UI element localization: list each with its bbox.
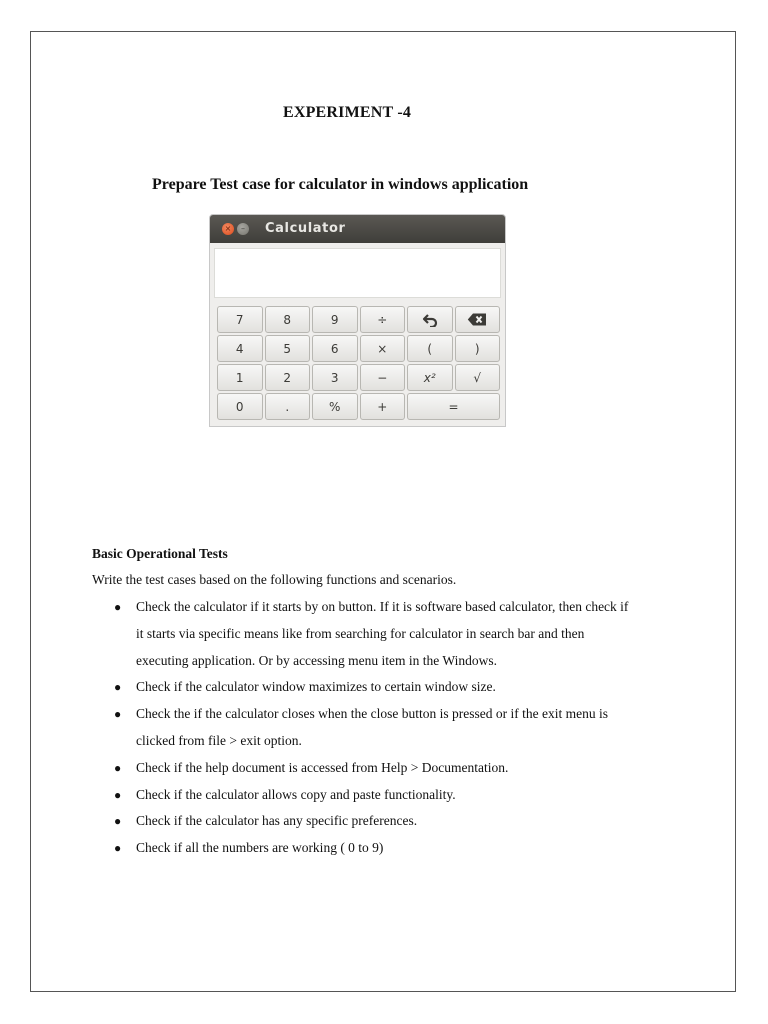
list-item	[114, 594, 696, 674]
experiment-title: EXPERIMENT -4	[282, 104, 412, 121]
list-item-line: Check if the calculator allows copy and paste functionality.	[136, 786, 456, 802]
calculator-window-title: Calculator	[265, 221, 346, 236]
key-divide[interactable]: ÷	[360, 306, 406, 333]
bullet-icon: ●	[114, 760, 122, 775]
list-item-line: Check the if the calculator closes when the close button is pressed or if the exit menu is	[136, 706, 608, 722]
key-add[interactable]: +	[360, 393, 406, 420]
key-multiply[interactable]: ×	[360, 335, 406, 362]
key-1[interactable]: 1	[217, 364, 263, 391]
list-item-line: executing application. Or by accessing menu item in the Windows.	[136, 652, 497, 668]
bullet-icon: ●	[114, 841, 122, 856]
section-heading: Basic Operational Tests	[92, 546, 228, 561]
list-item-line: it starts via specific means like from searching for calculator in search bar and then	[136, 625, 585, 641]
list-item	[114, 755, 696, 782]
backspace-button[interactable]	[455, 306, 501, 333]
list-item	[114, 835, 696, 862]
list-item-line: Check if the help document is accessed from Help > Documentation.	[136, 759, 509, 775]
key-5[interactable]: 5	[265, 335, 311, 362]
bullet-icon: ●	[114, 787, 122, 802]
key-square[interactable]: x²	[407, 364, 453, 391]
key-close-paren[interactable]: )	[455, 335, 501, 362]
key-percent[interactable]: %	[312, 393, 358, 420]
list-item	[114, 674, 696, 701]
document-subtitle: Prepare Test case for calculator in windows application	[152, 176, 529, 193]
key-7[interactable]: 7	[217, 306, 263, 333]
key-3[interactable]: 3	[312, 364, 358, 391]
undo-icon	[422, 313, 438, 327]
key-0[interactable]: 0	[217, 393, 263, 420]
calculator-screenshot	[209, 214, 506, 427]
backspace-icon	[467, 313, 487, 326]
key-6[interactable]: 6	[312, 335, 358, 362]
calculator-keypad	[217, 306, 500, 420]
bullet-icon: ●	[114, 814, 122, 829]
key-2[interactable]: 2	[265, 364, 311, 391]
key-sqrt[interactable]: √	[455, 364, 501, 391]
list-item	[114, 808, 696, 835]
section-intro: Write the test cases based on the following functions and scenarios.	[92, 572, 457, 587]
key-equals[interactable]: =	[407, 393, 500, 420]
list-item-line: Check if all the numbers are working ( 0 to 9)	[136, 840, 384, 856]
close-icon[interactable]: ×	[222, 223, 234, 235]
list-item-line: Check if the calculator has any specific preferences.	[136, 813, 418, 829]
bullet-icon: ●	[114, 680, 122, 695]
key-open-paren[interactable]: (	[407, 335, 453, 362]
calculator-display	[214, 248, 501, 298]
list-item	[114, 701, 696, 755]
minimize-icon[interactable]: –	[237, 223, 249, 235]
bullet-icon: ●	[114, 707, 122, 722]
list-item-line: Check if the calculator window maximizes to certain window size.	[136, 679, 496, 695]
key-4[interactable]: 4	[217, 335, 263, 362]
calculator-titlebar	[210, 215, 505, 243]
key-8[interactable]: 8	[265, 306, 311, 333]
key-decimal[interactable]: .	[265, 393, 311, 420]
key-subtract[interactable]: −	[360, 364, 406, 391]
list-item-line: clicked from file > exit option.	[136, 732, 302, 748]
list-item-line: Check the calculator if it starts by on button. If it is software based calculator, then check if	[136, 599, 629, 614]
key-9[interactable]: 9	[312, 306, 358, 333]
list-item	[114, 782, 696, 809]
bullet-icon: ●	[114, 600, 122, 614]
undo-button[interactable]	[407, 306, 453, 333]
